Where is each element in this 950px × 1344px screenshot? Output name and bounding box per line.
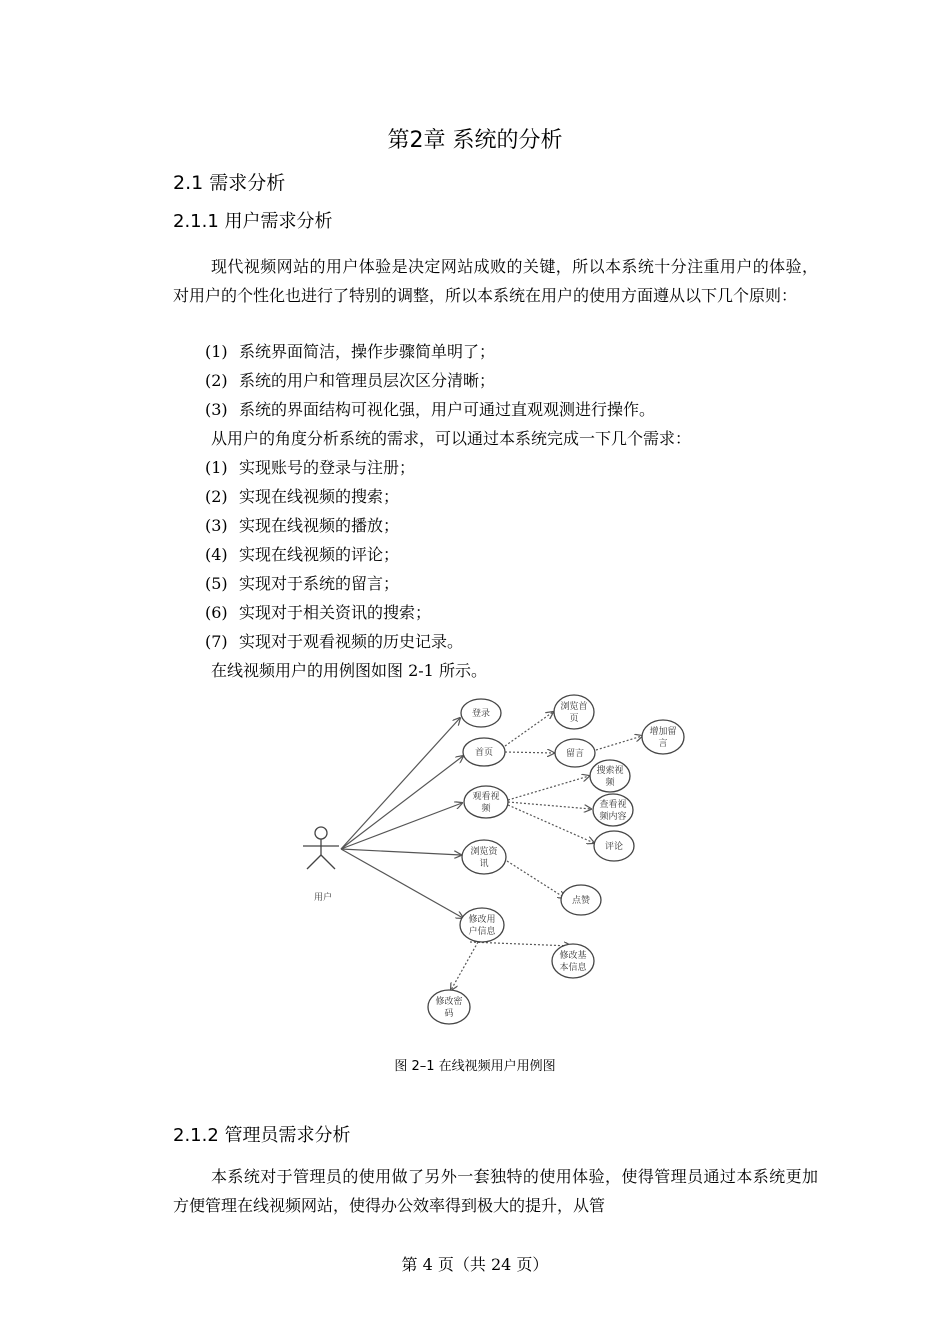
usecase-label: 修改基 — [559, 951, 587, 961]
usecase-label: 讯 — [479, 859, 489, 869]
usecase-label: 修改用 — [468, 915, 496, 925]
subsection-heading-user: 2.1.1 用户需求分析 — [173, 211, 333, 232]
needs-intro: 从用户的角度分析系统的需求，可以通过本系统完成一下几个需求： — [211, 429, 692, 448]
list-item: (2) 实现在线视频的搜索； — [205, 487, 400, 506]
usecase-label: 言 — [658, 739, 668, 749]
list-item: (1) 系统界面简洁，操作步骤简单明了； — [205, 342, 496, 361]
list-item: (5) 实现对于系统的留言； — [205, 574, 400, 593]
usecase-label: 观看视 — [472, 792, 500, 802]
usecase-label: 首页 — [474, 748, 494, 758]
page-footer: 第 4 页（共 24 页） — [401, 1255, 549, 1274]
usecase-label: 页 — [569, 714, 579, 724]
usecase-label: 修改密 — [435, 997, 463, 1007]
usecase-label: 本信息 — [559, 963, 587, 973]
use-case-diagram — [295, 690, 695, 1035]
section-heading: 2.1 需求分析 — [173, 172, 286, 194]
actor-user-icon — [303, 827, 339, 869]
list-item: (3) 系统的界面结构可视化强，用户可通过直观观测进行操作。 — [205, 400, 656, 419]
usecase-label: 频 — [605, 778, 615, 788]
usecase-label: 户信息 — [468, 927, 496, 937]
usecase-label: 评论 — [604, 842, 624, 852]
principles-list — [205, 337, 655, 424]
usecase-label: 点赞 — [571, 896, 591, 906]
subsection-heading-admin: 2.1.2 管理员需求分析 — [173, 1125, 351, 1146]
usecase-label: 码 — [444, 1009, 454, 1019]
list-item: (3) 实现在线视频的播放； — [205, 516, 400, 535]
usecase-label: 查看视 — [599, 800, 627, 810]
admin-paragraph: 本系统对于管理员的使用做了另外一套独特的使用体验，使得管理员通过本系统更加方便管理在线视频网站，使得办公效率得到极大的提升，从管 — [173, 1167, 818, 1215]
actor-label: 用户 — [313, 893, 333, 903]
list-item: (1) 实现账号的登录与注册； — [205, 458, 416, 477]
list-item: (6) 实现对于相关资讯的搜索； — [205, 603, 432, 622]
chapter-title: 第2章 系统的分析 — [387, 128, 563, 153]
diagram-intro: 在线视频用户的用例图如图 2-1 所示。 — [211, 661, 487, 680]
usecase-label: 搜索视 — [596, 766, 624, 776]
usecase-label: 频 — [481, 804, 491, 814]
usecase-label: 浏览资 — [470, 847, 498, 857]
list-item: (4) 实现在线视频的评论； — [205, 545, 400, 564]
usecase-label: 浏览首 — [560, 702, 588, 712]
list-item: (2) 系统的用户和管理员层次区分清晰； — [205, 371, 496, 390]
usecase-label: 增加留 — [649, 727, 677, 737]
usecase-label: 频内容 — [599, 812, 627, 822]
associations — [341, 718, 463, 918]
user-paragraph: 现代视频网站的用户体验是决定网站成败的关键，所以本系统十分注重用户的体验，对用户的个性化也进行了特别的调整，所以本系统在用户的使用方面遵从以下几个原则： — [173, 257, 818, 305]
usecase-label: 登录 — [471, 709, 491, 719]
needs-list — [205, 453, 463, 656]
list-item: (7) 实现对于观看视频的历史记录。 — [205, 632, 464, 651]
usecase-label: 留言 — [565, 749, 585, 759]
figure-caption: 图 2–1 在线视频用户用例图 — [394, 1059, 556, 1074]
